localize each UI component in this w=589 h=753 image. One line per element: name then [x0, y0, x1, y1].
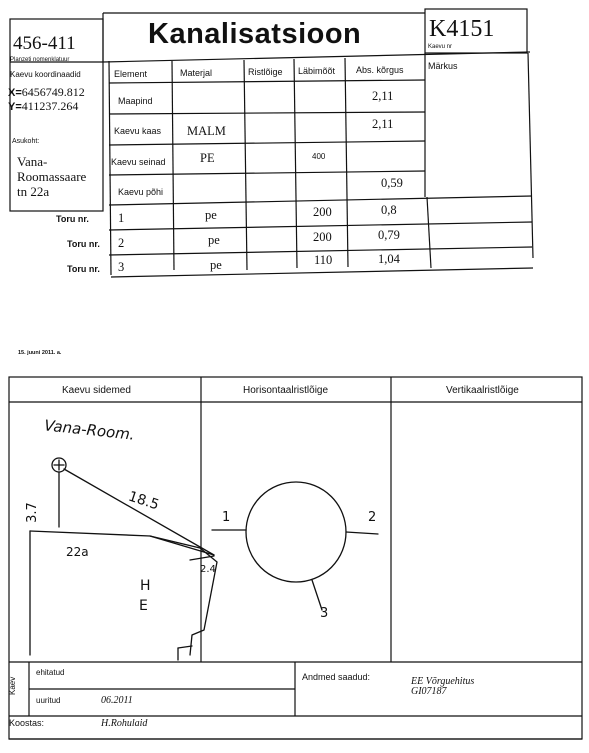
pipe-3-label: Toru nr.	[67, 264, 100, 274]
side-label: Kaev	[8, 676, 17, 695]
date-stamp: 15. juuni 2011. a.	[18, 350, 62, 356]
house-mark: H	[140, 578, 151, 594]
measured-label: uuritud	[36, 696, 61, 705]
location-line-2: Roomassaare	[17, 169, 87, 184]
header-material: Materjal	[180, 68, 213, 78]
row-element-cover: Kaevu kaas	[114, 126, 162, 136]
row-element-walls: Kaevu seinad	[111, 157, 166, 167]
header-section: Ristlõige	[248, 67, 283, 77]
pipe-1-number: 1	[118, 211, 125, 225]
data-from-label: Andmed saadud:	[302, 672, 371, 682]
pipe-1-elevation: 0,8	[381, 203, 397, 217]
distance-left: 3.7	[24, 502, 40, 523]
header-remarks: Märkus	[428, 61, 458, 71]
row-element-ground: Maapind	[118, 96, 153, 106]
header-diameter: Läbimõõt	[298, 66, 336, 76]
row-diameter-walls: 400	[312, 152, 326, 161]
author-label: Koostas:	[9, 718, 45, 728]
row-elevation-ground: 2,11	[372, 89, 394, 103]
pipe-mark-2: 2	[368, 510, 377, 525]
coords-caption: Kaevu koordinaadid	[10, 70, 81, 79]
location-line-3: tn 22a	[17, 184, 50, 199]
row-material-cover: MALM	[187, 124, 226, 138]
well-id: K4151	[429, 16, 495, 42]
plan-caption: Planzeti nomenklatuur	[10, 57, 70, 63]
built-label: ehitatud	[36, 668, 65, 677]
pipe-1-material: pe	[205, 208, 217, 222]
data-from-value	[411, 677, 474, 697]
header-connections: Kaevu sidemed	[62, 385, 131, 396]
pipe-3-material: pe	[210, 258, 222, 272]
x-coordinate-value: 6456749.812	[21, 85, 85, 99]
y-prefix: Y=	[8, 101, 22, 113]
distance-long: 18.5	[126, 488, 161, 514]
distance-corner: 2.4	[200, 564, 216, 575]
pipe-1-label: Toru nr.	[56, 214, 89, 224]
data-from-company: EE Võrguehitus	[411, 676, 475, 687]
pipe-3-diameter: 110	[314, 253, 333, 267]
pipe-3-number: 3	[118, 260, 125, 274]
x-prefix: X=	[8, 87, 22, 99]
plan-number: 456-411	[13, 33, 76, 54]
pipe-2-number: 2	[118, 236, 125, 250]
location-line-1: Vana-	[17, 154, 48, 169]
pipe-2-diameter: 200	[313, 230, 332, 244]
header-element: Element	[114, 69, 148, 79]
row-elevation-bottom: 0,59	[381, 176, 403, 190]
header-elevation: Abs. kõrgus	[356, 65, 404, 75]
pipe-mark-1: 1	[222, 510, 231, 525]
pipe-2-elevation: 0,79	[378, 228, 400, 242]
row-element-bottom: Kaevu põhi	[118, 187, 164, 197]
row-material-walls: PE	[200, 151, 215, 165]
pipe-3-elevation: 1,04	[378, 252, 400, 266]
pipe-2-material: pe	[208, 233, 220, 247]
y-coordinate-value: 411237.264	[21, 99, 79, 113]
author-value: H.Rohulaid	[101, 718, 148, 729]
pipe-2-label: Toru nr.	[67, 239, 100, 249]
pipe-1-diameter: 200	[313, 205, 332, 219]
pipe-mark-3: 3	[320, 606, 329, 621]
house-mark-lower: E	[139, 598, 148, 614]
row-elevation-cover: 2,11	[372, 117, 394, 131]
data-from-code: GI07187	[411, 686, 447, 697]
street-label: Vana-Room.	[43, 416, 136, 444]
page-title: Kanalisatsioon	[148, 18, 362, 50]
location-caption: Asukoht:	[12, 138, 40, 145]
header-vertical-section: Vertikaalristlõige	[446, 385, 519, 396]
header-horizontal-section: Horisontaalristlõige	[243, 385, 329, 396]
building-label: 22a	[66, 545, 89, 559]
well-id-caption: Kaevu nr	[428, 44, 453, 50]
measured-date: 06.2011	[101, 695, 133, 706]
